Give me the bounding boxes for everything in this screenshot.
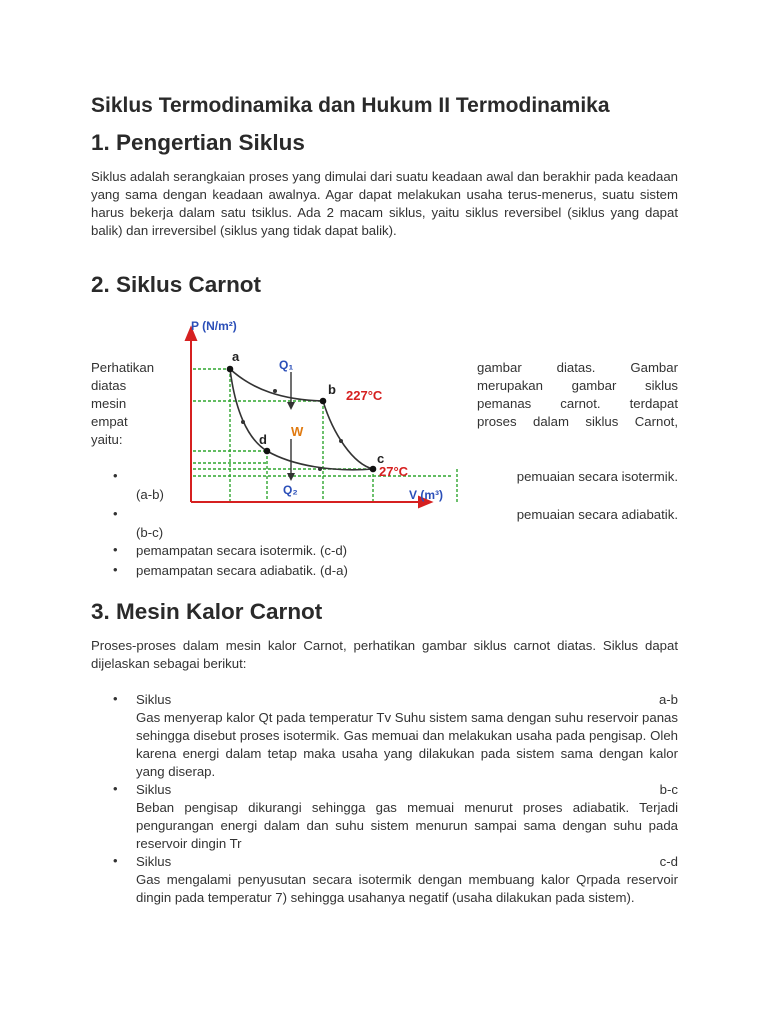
label-work: W bbox=[291, 424, 304, 439]
text-line: proses dalam siklus Carnot, bbox=[477, 414, 678, 429]
point-b bbox=[320, 398, 327, 405]
bullet-icon: • bbox=[113, 468, 118, 483]
flow-marker bbox=[273, 389, 277, 393]
bullet-icon: • bbox=[113, 562, 118, 577]
cycle-item-a-b bbox=[91, 691, 678, 781]
label-hot-temperature: 227°C bbox=[346, 388, 383, 403]
cycle-item-tag: b-c bbox=[659, 782, 678, 797]
text-line: gambar diatas. Gambar bbox=[477, 360, 678, 375]
label-cold-temperature: 27°C bbox=[379, 464, 409, 479]
list-item-text: pemampatan secara adiabatik. (d-a) bbox=[136, 563, 348, 578]
cycle-item-description: Gas menyerap kalor Qt pada temperatur Tv Suhu sistem sama dengan suhu reservoir panas sehingga disebut proses isotermik. Gas memuai dan melakukan usaha pada pengisap. Oleh karena energi dalam tetap maka usaha yang dilakukan pada sistem sama dengan kalor yang diserap. bbox=[136, 710, 678, 779]
flow-marker bbox=[318, 467, 322, 471]
bullet-icon: • bbox=[113, 506, 118, 521]
cycle-item-label: Siklus bbox=[136, 854, 172, 869]
list-item-text: pemuaian secara isotermik. bbox=[516, 469, 678, 484]
wrapped-text-right bbox=[477, 359, 678, 431]
point-a bbox=[227, 366, 234, 373]
label-q2: Q₂ bbox=[283, 483, 298, 497]
label-c: c bbox=[377, 451, 385, 466]
carnot-cycle-diagram bbox=[183, 314, 473, 516]
cycle-item-c-d bbox=[91, 853, 678, 907]
list-item-text: pemuaian secara adiabatik. bbox=[516, 507, 678, 522]
text-line: mesin bbox=[91, 396, 127, 411]
text-line: Perhatikan bbox=[91, 360, 155, 375]
bullet-icon: • bbox=[113, 853, 118, 868]
flow-marker bbox=[241, 420, 245, 424]
wrapped-text-left bbox=[91, 359, 163, 449]
text-line: pemanas carnot. terdapat bbox=[477, 396, 678, 411]
cycle-item-tag: c-d bbox=[659, 854, 678, 869]
text-line: yaitu: bbox=[91, 432, 123, 447]
bullet-icon: • bbox=[113, 781, 118, 796]
curve-a-b bbox=[230, 369, 323, 401]
text-line: diatas bbox=[91, 378, 127, 393]
cycle-item-b-c bbox=[91, 781, 678, 853]
label-d: d bbox=[259, 432, 267, 447]
bullet-icon: • bbox=[113, 542, 118, 557]
cycle-item-description: Gas mengalami penyusutan secara isotermik dengan membuang kalor Qrpada reservoir dingin pada temperatur 7) sehingga usahanya negatif (usaha dilakukan pada sistem). bbox=[136, 872, 678, 905]
label-q1: Q₁ bbox=[279, 358, 294, 372]
paragraph-pengertian: Siklus adalah serangkaian proses yang dimulai dari suatu keadaan awal dan berakhir pada keadaan yang sama dengan keadaan awalnya. Agar dapat melakukan usaha terus-menerus, suatu sistem harus bekerja dalam satu tsiklus. Ada 2 macam siklus, yaitu siklus reversibel (siklus yang dapat balik) dan irreversibel (siklus yang tidak dapat balik). bbox=[91, 169, 678, 238]
bullet-icon: • bbox=[113, 691, 118, 706]
section-heading-carnot: 2. Siklus Carnot bbox=[91, 272, 262, 297]
paragraph-mesin-kalor: Proses-proses dalam mesin kalor Carnot, perhatikan gambar siklus carnot diatas. Siklus dapat dijelaskan sebagai berikut: bbox=[91, 638, 678, 671]
section-heading-pengertian: 1. Pengertian Siklus bbox=[91, 130, 305, 155]
list-item-cont: (a-b) bbox=[136, 487, 164, 502]
list-item-text: pemampatan secara isotermik. (c-d) bbox=[136, 543, 348, 558]
flow-marker bbox=[339, 439, 343, 443]
q2-arrow-head bbox=[287, 473, 295, 481]
curve-b-c bbox=[323, 401, 373, 469]
point-d bbox=[264, 448, 271, 455]
q1-arrow-head bbox=[287, 402, 295, 410]
text-line: merupakan gambar siklus bbox=[477, 378, 678, 393]
text-line: empat bbox=[91, 414, 128, 429]
cycle-item-description: Beban pengisap dikurangi sehingga gas memuai menurut proses adiabatik. Terjadi pengurangan energi dalam dan suhu sistem menurun sampai sama dengan suhu pada reservoir dingin Tr bbox=[136, 800, 678, 851]
cycle-item-label: Siklus bbox=[136, 692, 172, 707]
cycle-item-label: Siklus bbox=[136, 782, 172, 797]
label-b: b bbox=[328, 382, 336, 397]
point-c bbox=[370, 466, 377, 473]
label-a: a bbox=[232, 349, 240, 364]
section-heading-mesin-kalor: 3. Mesin Kalor Carnot bbox=[91, 599, 323, 624]
cycle-item-tag: a-b bbox=[658, 692, 678, 707]
document-title: Siklus Termodinamika dan Hukum II Termodinamika bbox=[91, 94, 610, 117]
y-axis-label: P (N/m²) bbox=[191, 319, 237, 333]
x-axis-label: V (m³) bbox=[409, 488, 443, 502]
list-item-cont: (b-c) bbox=[136, 525, 164, 540]
